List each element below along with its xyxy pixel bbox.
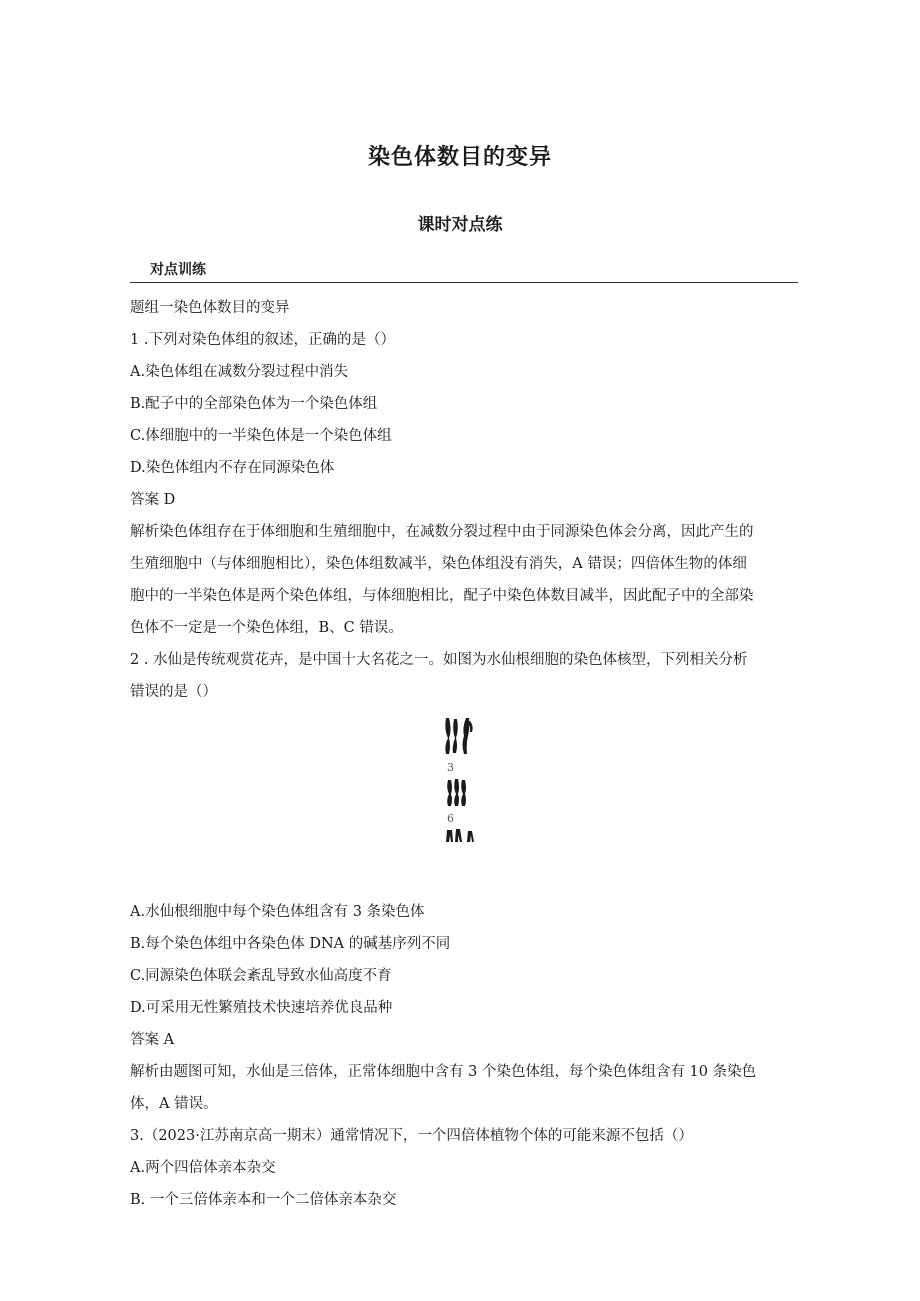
text-line: A.水仙根细胞中每个染色体组含有 3 条染色体 [130,904,425,920]
text-line: 错误的是（） [130,684,217,700]
document-body [130,292,800,1216]
text-line: 3.（2023·江苏南京高一期末）通常情况下，一个四倍体植物个体的可能来源不包括（） [130,1128,693,1144]
text-line: 解析由题图可知，水仙是三倍体，正常体细胞中含有 3 个染色体组，每个染色体组含有 10 条染色 [130,1064,757,1080]
chromosome-row-3 [446,829,474,842]
text-line: 题组一染色体数目的变异 [130,300,290,316]
text-line: C.同源染色体联会紊乱导致水仙高度不育 [130,968,392,984]
karyotype-figure [130,708,800,896]
text-line: 生殖细胞中（与体细胞相比），染色体组数减半，染色体组没有消失，A 错误；四倍体生物的体细 [130,556,747,572]
text-line: A.两个四倍体亲本杂交 [130,1160,276,1176]
chromosome-label: 3 [447,761,454,774]
karyotype-image [440,716,490,848]
text-line: B.每个染色体组中各染色体 DNA 的碱基序列不同 [130,936,451,952]
chromosome-row-2 [447,779,466,806]
page-title: 染色体数目的变异 [367,145,552,170]
page-subtitle: 课时对点练 [417,215,503,235]
text-line: B. 一个三倍体亲本和一个二倍体亲本杂交 [130,1192,397,1208]
text-line: 答案 A [130,1032,175,1048]
text-line: D.染色体组内不存在同源染色体 [130,460,335,476]
section-heading: 对点训练 [150,262,206,278]
text-line: 解析染色体组存在于体细胞和生殖细胞中，在减数分裂过程中由于同源染色体会分离，因此产生的 [130,524,754,540]
chromosome-label: 6 [447,812,454,825]
text-line: D.可采用无性繁殖技术快速培养优良品种 [130,1000,393,1016]
text-line: B.配子中的全部染色体为一个染色体组 [130,396,378,412]
text-line: A.染色体组在减数分裂过程中消失 [130,364,349,380]
section-divider [130,282,798,283]
text-line: 2 . 水仙是传统观赏花卉，是中国十大名花之一。如图为水仙根细胞的染色体核型，下列相关分析 [130,652,748,668]
text-line: 答案 D [130,492,176,508]
chromosome-row-1 [445,718,472,754]
text-line: 体，A 错误。 [130,1096,218,1112]
text-line: 1 .下列对染色体组的叙述，正确的是（） [130,332,395,348]
text-line: 色体不一定是一个染色体组，B、C 错误。 [130,620,403,636]
text-line: 胞中的一半染色体是两个染色体组，与体细胞相比，配子中染色体数目减半，因此配子中的全部染 [130,588,754,604]
text-line: C.体细胞中的一半染色体是一个染色体组 [130,428,392,444]
